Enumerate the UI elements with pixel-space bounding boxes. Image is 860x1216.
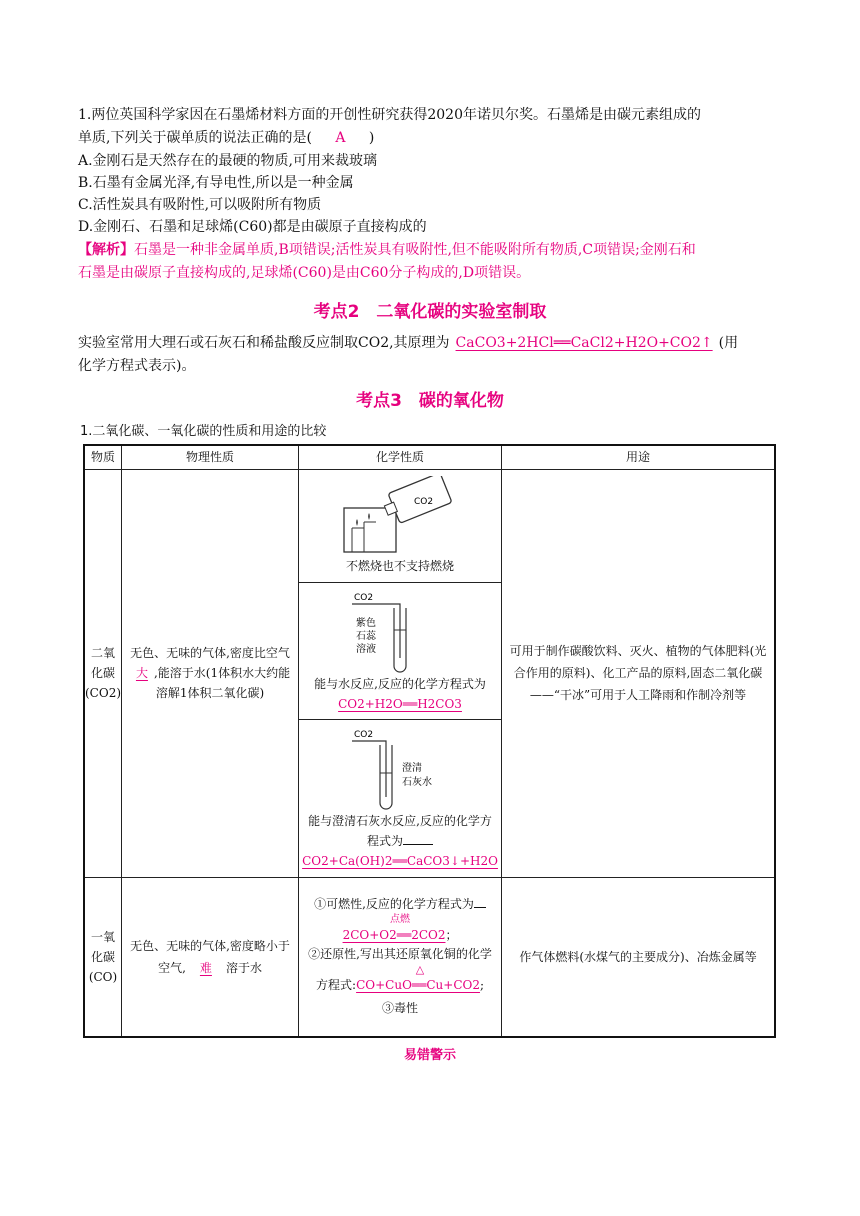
co-chem-cell xyxy=(299,877,502,1037)
co2-chem-cell-1 xyxy=(299,469,502,582)
co2-chem3-text: 能与澄清石灰水反应,反应的化学方 xyxy=(308,814,492,828)
analysis-text: 石墨是一种非金属单质,B项错误;活性炭具有吸附性,但不能吸附所有物质,C项错误;金刚石和 xyxy=(134,242,696,258)
co2-chem3-line2 xyxy=(302,831,498,851)
section2-title: 考点2 二氧化碳的实验室制取 xyxy=(313,302,547,322)
q1-stem-line1: 1.两位英国科学家因在石墨烯材料方面的开创性研究获得2020年诺贝尔奖。石墨烯是由碳元素组成的 xyxy=(78,107,701,123)
q1-stem-close: ) xyxy=(368,130,375,146)
co-chem2-equation: CO+CuO══Cu+CO2 xyxy=(356,978,480,993)
co2-phys-blank: 大 xyxy=(135,666,148,680)
co2-chem3-equation: CO2+Ca(OH)2══CaCO3↓+H2O xyxy=(302,854,498,868)
analysis-tag: 【解析】 xyxy=(78,242,134,258)
section2-line1 xyxy=(78,332,790,354)
co-use-cell: 作气体燃料(水煤气的主要成分)、冶炼金属等 xyxy=(502,877,775,1037)
warning-heading: 易错警示 xyxy=(403,1048,456,1063)
co2-chem2-text: 能与水反应,反应的化学方程式为 xyxy=(314,676,486,691)
co2-physical-cell xyxy=(122,469,299,877)
co2-use-b: 合作用的原料)、化工产品的原料,固态二氧化碳 xyxy=(513,666,763,680)
co2-name-3: (CO2) xyxy=(85,686,122,700)
co2-phys-b-line xyxy=(125,663,295,683)
co2-chem2-equation: CO2+H2O══H2CO3 xyxy=(338,696,462,711)
co-chem2-text-b: 方程式: xyxy=(316,978,357,993)
answer-blank xyxy=(403,844,433,845)
q1-answer: A xyxy=(335,130,346,146)
fig3-co2-label: CO2 xyxy=(354,730,374,740)
co2-chem3-text-b: 程式为 xyxy=(367,834,404,848)
co2-chem-cell-2 xyxy=(299,582,502,719)
co-chem3-text: ③毒性 xyxy=(382,1001,419,1016)
co-name-1: 一氧 xyxy=(91,929,116,944)
co-phys-b-line xyxy=(125,957,295,979)
co-chem1-equation: 2CO+O2══2CO2 xyxy=(342,928,446,943)
co-name-cell xyxy=(84,877,122,1037)
co-phys-b: 空气, xyxy=(158,960,186,975)
co2-phys-b: ,能溶于水(1体积水大约能 xyxy=(153,666,291,680)
q1-option-c: C.活性炭具有吸附性,可以吸附所有物质 xyxy=(78,197,322,213)
header-substance: 物质 xyxy=(84,445,122,469)
bottle-pour-illustration xyxy=(340,476,460,556)
limewater-tube-illustration xyxy=(350,725,450,811)
co2-phys-a: 无色、无味的气体,密度比空气 xyxy=(130,646,290,660)
fig3-text-1: 澄清 xyxy=(402,763,423,774)
co-chem1-blank xyxy=(474,907,486,908)
section3-subtitle: 1.二氧化碳、一氧化碳的性质和用途的比较 xyxy=(80,424,327,439)
fig1-co2-label: CO2 xyxy=(414,496,434,507)
header-chemical: 化学性质 xyxy=(299,445,502,469)
fig2-text-1: 紫色 xyxy=(356,617,377,629)
co-phys-a: 无色、无味的气体,密度略小于 xyxy=(130,938,290,953)
header-use: 用途 xyxy=(502,445,775,469)
co-chem1-condition: 点燃 xyxy=(390,914,411,926)
co-chem2-eq-line: 方程式:CO+CuO══Cu+CO2; xyxy=(316,978,485,993)
q1-analysis-line2: 石墨是由碳原子直接构成的,足球烯(C60)是由C60分子构成的,D项错误。 xyxy=(78,265,531,281)
fig2-co2-label: CO2 xyxy=(354,592,374,603)
section2-equation: CaCO3+2HCl══CaCl2+H2O+CO2↑ xyxy=(455,335,713,351)
co-chem1-eq-line: 2CO+O2══2CO2； xyxy=(342,928,458,943)
comparison-table xyxy=(83,444,776,1038)
co2-chem-cell-3 xyxy=(299,719,502,877)
section3-title: 考点3 碳的氧化物 xyxy=(356,391,504,411)
co2-phys-c: 溶解1体积二氧化碳) xyxy=(155,686,265,700)
q1-analysis-line1 xyxy=(78,239,790,261)
co2-name-2: 化碳 xyxy=(91,666,116,680)
co2-use-a: 可用于制作碳酸饮料、灭火、植物的气体肥料(光 xyxy=(509,644,767,658)
co-physical-cell xyxy=(122,877,299,1037)
co-phys-blank: 难 xyxy=(199,960,212,975)
co2-name-cell xyxy=(84,469,122,877)
fig3-text-2: 石灰水 xyxy=(402,777,433,788)
q1-option-b: B.石墨有金属光泽,有导电性,所以是一种金属 xyxy=(78,175,354,191)
q1-option-d: D.金刚石、石墨和足球烯(C60)都是由碳原子直接构成的 xyxy=(78,219,427,235)
q1-stem-text: 单质,下列关于碳单质的说法正确的是( xyxy=(78,130,312,146)
co-chem1-line xyxy=(302,895,498,914)
co-phys-c: 溶于水 xyxy=(225,960,262,975)
co2-name-1: 二氧 xyxy=(91,646,116,660)
fig2-text-3: 溶液 xyxy=(356,643,377,655)
co-name-3: (CO) xyxy=(88,969,118,984)
header-physical: 物理性质 xyxy=(122,445,299,469)
section2-line2: 化学方程式表示)。 xyxy=(78,358,196,374)
co-chem1-text: ①可燃性,反应的化学方程式为 xyxy=(314,897,474,912)
co2-use-c: ——“干冰”可用于人工降雨和作制冷剂等 xyxy=(529,688,747,702)
q1-option-a: A.金刚石是天然存在的最硬的物质,可用来裁玻璃 xyxy=(78,153,378,169)
fig2-text-2: 石蕊 xyxy=(356,630,377,642)
co-name-2: 化碳 xyxy=(91,949,116,964)
section2-text-post: (用 xyxy=(718,335,739,351)
co2-chem1-text: 不燃烧也不支持燃烧 xyxy=(346,558,455,573)
section2-text: 实验室常用大理石或石灰石和稀盐酸反应制取CO2,其原理为 xyxy=(78,335,450,351)
co-chem2-text: ②还原性,写出其还原氧化铜的化学 xyxy=(308,947,492,962)
litmus-tube-illustration xyxy=(350,588,450,674)
co-chem2-condition: △ xyxy=(415,963,425,977)
q1-stem-line2 xyxy=(78,127,790,149)
co2-use-cell xyxy=(502,469,775,877)
